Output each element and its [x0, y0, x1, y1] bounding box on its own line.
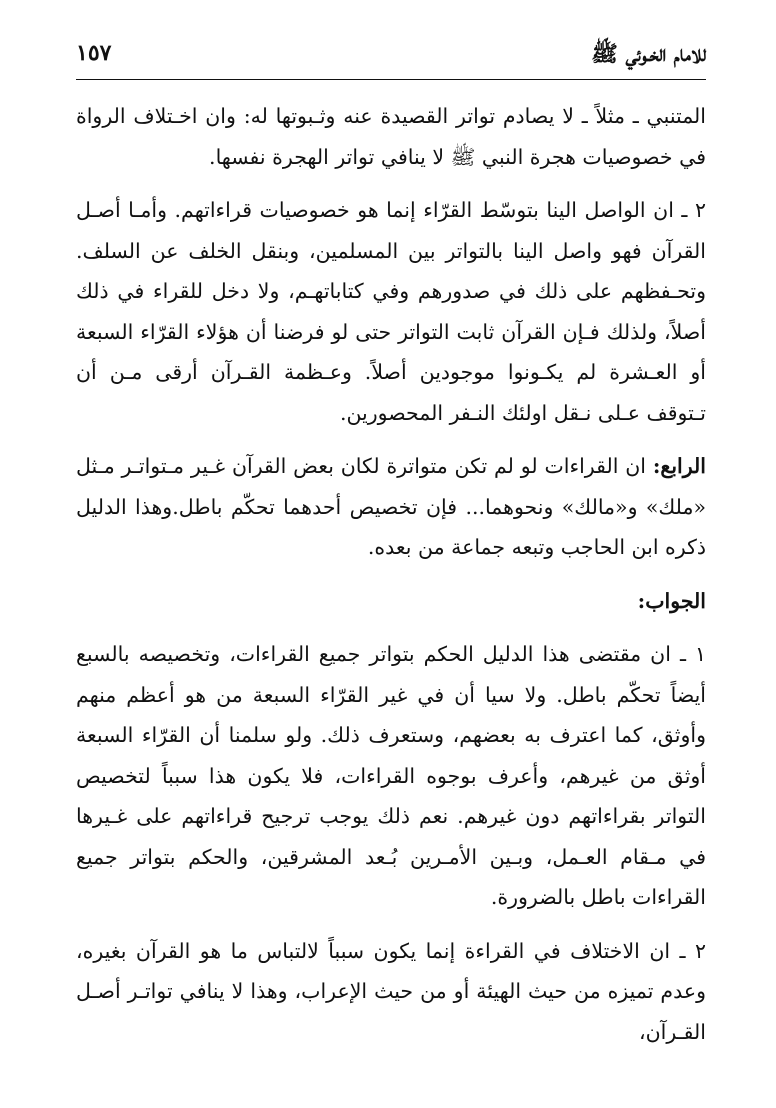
paragraph-text: المتنبي ـ مثلاً ـ لا يصادم تواتر القصيدة عنه وثـبوتها له: وان اخـتلاف الرواة في خصوصيات هجرة النبي ﷺ لا ينافي تواتر الهجرة نفسها. — [76, 104, 706, 169]
paragraph-text: ان القراءات لو لم تكن متواترة لكان بعض القرآن غـير مـتواتـر مـثل «ملك» و«مالك» ونحوهما... فإن تخصيص أحدهما تحكّم باطل.وهذا الدليل ذكره ابن الحاجب وتبعه جماعة من بعده. — [76, 454, 706, 559]
paragraph-text: ٢ ـ ان الواصل الينا بتوسّط القرّاء إنما هو خصوصيات قراءاتهم. وأمـا أصـل القرآن فهو واصل الينا بالتواتر بين المسلمين، وبنقل الخلف عن السلف. وتحـفظهم على ذلك في صدورهم وفي كتاباتهـم، ولا دخل للقراء في ذلك أصلاً، ولذلك فـإن القرآن ثابت التواتر حتى لو فرضنا أن هؤلاء القرّاء السبعة أو العـشرة لم يكـونوا موجودين أصلاً. وعـظمة القـرآن أرقى مـن أن تـتوقف عـلى نـقل اولئك النـفر المحصورين. — [76, 198, 706, 425]
section-label-fourth: الرابع: — [652, 454, 706, 478]
section-label-answer: الجواب: — [637, 588, 706, 613]
page-body — [76, 96, 706, 1052]
header-rule — [76, 79, 706, 80]
paragraph — [76, 96, 706, 177]
paragraph — [76, 190, 706, 433]
paragraph-text: ٢ ـ ان الاختلاف في القراءة إنما يكون سبباً لالتباس ما هو القرآن بغيره، وعدم تميزه من حيث الهيئة أو من حيث الإعراب، وهذا لا ينافي تواتـر أصـل القـرآن، — [76, 938, 706, 1044]
paragraph — [76, 931, 706, 1053]
paragraph — [76, 634, 706, 918]
page-header — [76, 30, 706, 80]
paragraph — [76, 446, 706, 568]
page-number: ١٥٧ — [76, 40, 112, 66]
running-title: للامام الخـوئي ﷺ — [591, 41, 706, 67]
paragraph — [76, 581, 706, 622]
paragraph-text: ١ ـ ان مقتضى هذا الدليل الحكم بتواتر جميع القراءات، وتخصيصه بالسبع أيضاً تحكّم باطل. ولا سيا أن في غير القرّاء السبعة من هو أعظم منهم وأوثق، كما اعترف به بعضهم، وستعرف ذلك. ولو سلمنا أن القرّاء السبعة أوثق من غيرهم، وأعرف بوجوه القراءات، فلا يكون هذا سبباً لتخصيص التواتر بقراءاتهم دون غيرهم. نعم ذلك يوجب ترجيح قراءاتهم على غـيرها في مـقام العـمل، وبـين الأمـرين بُـعد المشرقين، والحكم بتواتر جميع القراءات باطل بالضرورة. — [76, 642, 706, 909]
